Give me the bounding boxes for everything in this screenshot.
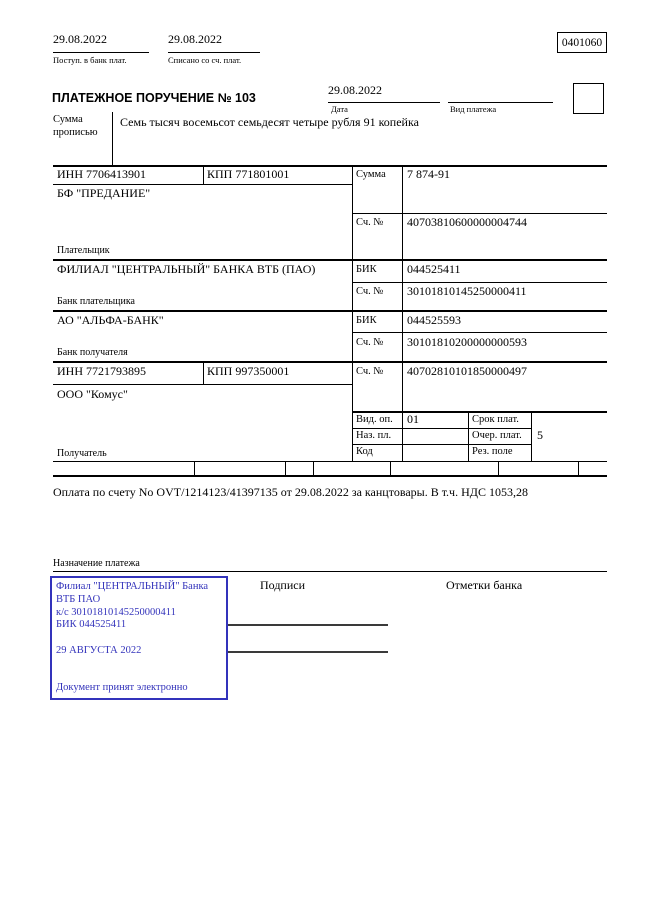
received-date-underline [53, 52, 149, 53]
form-code-box [557, 32, 607, 53]
bottom-cell-divider-5 [498, 461, 499, 476]
signature-line-1 [228, 624, 388, 626]
op-row2-divider [352, 444, 531, 445]
beneficiary-account-label: Сч. № [356, 366, 384, 377]
payer-section-border [53, 259, 607, 261]
term-label-right-divider [531, 411, 532, 461]
due-date-label: Срок плат. [472, 414, 519, 425]
bottom-cell-divider-3 [313, 461, 314, 476]
op-fields-top-border [352, 411, 607, 413]
reserve-field-label: Рез. поле [472, 446, 513, 457]
beneficiary-account: 40702810101850000497 [407, 364, 527, 378]
payer-bank-bik: 044525411 [407, 262, 461, 276]
requisites-table [53, 165, 607, 477]
bank-stamp [50, 576, 228, 700]
beneficiary-kpp: КПП 997350001 [207, 364, 290, 378]
payer-section-label: Плательщик [57, 245, 110, 256]
payer-bank-bik-label: БИК [356, 264, 377, 275]
payment-purpose-text: Оплата по счету No OVT/1214123/41397135 от 29.08.2022 за канцтовары. В т.ч. НДС 1053,28 [53, 485, 528, 499]
amount-in-words-label-line1: Сумма [53, 114, 83, 125]
payer-inn-kpp-divider [203, 165, 204, 184]
bank-marks-label: Отметки банка [446, 578, 523, 592]
bottom-cell-divider-2 [285, 461, 286, 476]
payer-bank-section-label: Банк плательщика [57, 296, 135, 307]
debited-date-underline [168, 52, 260, 53]
bottom-cell-divider-4 [390, 461, 391, 476]
beneficiary-bank-bik-label: БИК [356, 315, 377, 326]
payer-name: БФ "ПРЕДАНИЕ" [57, 186, 151, 200]
op-kind-value: 01 [407, 412, 419, 426]
amount-in-words-label-line2: прописью [53, 127, 98, 138]
beneficiary-section-label: Получатель [57, 448, 107, 459]
beneficiary-inn-kpp-divider [203, 361, 204, 384]
form-code: 0401060 [561, 36, 603, 49]
payment-purpose-code-label: Наз. пл. [356, 430, 392, 441]
bottom-cells-top-divider [53, 461, 607, 462]
table-bottom-border [53, 475, 607, 477]
payer-bank-account: 30101810145250000411 [407, 284, 527, 298]
beneficiary-bank-bik: 044525593 [407, 313, 461, 327]
debited-from-account-date: 29.08.2022 [168, 32, 222, 46]
payer-bank-name: ФИЛИАЛ "ЦЕНТРАЛЬНЫЙ" БАНКА ВТБ (ПАО) [57, 262, 316, 276]
beneficiary-bank-bik-divider [352, 332, 607, 333]
label-column-right-divider [402, 165, 403, 461]
beneficiary-bank-section-label: Банк получателя [57, 347, 128, 358]
label-column-left-divider [352, 165, 353, 461]
stamp-date: 29 АВГУСТА 2022 [56, 645, 142, 657]
payer-account: 40703810600000004744 [407, 215, 527, 229]
payer-bank-section-border [53, 310, 607, 312]
payer-inn-row-divider [53, 184, 352, 185]
beneficiary-inn: ИНН 7721793895 [57, 364, 146, 378]
received-in-bank-date: 29.08.2022 [53, 32, 107, 46]
beneficiary-inn-row-divider [53, 384, 352, 385]
payment-type-underline [448, 102, 553, 103]
payer-account-label: Сч. № [356, 217, 384, 228]
sum-value: 7 874-91 [407, 167, 450, 181]
beneficiary-bank-account: 30101810200000000593 [407, 335, 527, 349]
bottom-cell-divider-6 [578, 461, 579, 476]
received-in-bank-label: Поступ. в банк плат. [53, 55, 127, 65]
sum-account-divider [352, 213, 607, 214]
stamp-corr-account: к/с 30101810145250000411 [56, 606, 176, 618]
payment-type-label: Вид платежа [450, 104, 497, 114]
op-row1-divider [352, 428, 531, 429]
priority-label: Очер. плат. [472, 430, 522, 441]
payment-purpose-section-label: Назначение платежа [53, 558, 140, 569]
stamp-bank-name-line1: Филиал "ЦЕНТРАЛЬНЫЙ" Банка [56, 581, 209, 592]
payer-kpp: КПП 771801001 [207, 167, 290, 181]
priority-value: 5 [537, 428, 543, 442]
document-date: 29.08.2022 [328, 83, 382, 97]
date-label: Дата [331, 104, 348, 114]
stamp-accepted-note: Документ принят электронно [56, 682, 188, 694]
signature-line-2 [228, 651, 388, 653]
op-kind-label: Вид. оп. [356, 414, 393, 425]
beneficiary-bank-name: АО "АЛЬФА-БАНК" [57, 313, 164, 327]
payer-bank-account-label: Сч. № [356, 286, 384, 297]
stamp-bank-name-line2: ВТБ ПАО [56, 593, 101, 605]
amount-in-words: Семь тысяч восемьсот семьдесят четыре рубля 91 копейка [120, 115, 419, 129]
sum-label: Сумма [356, 169, 386, 180]
bottom-cell-divider-1 [194, 461, 195, 476]
signatures-label: Подписи [260, 578, 306, 592]
amount-in-words-divider [112, 112, 113, 165]
beneficiary-bank-section-border [53, 361, 607, 363]
debited-from-account-label: Списано со сч. плат. [168, 55, 242, 65]
document-title: ПЛАТЕЖНОЕ ПОРУЧЕНИЕ № 103 [52, 91, 256, 105]
op-value-right-divider [468, 411, 469, 461]
payer-inn: ИНН 7706413901 [57, 167, 146, 181]
stamp-bik: БИК 044525411 [56, 619, 127, 631]
beneficiary-bank-account-label: Сч. № [356, 337, 384, 348]
purpose-section-underline [53, 571, 607, 572]
code-label: Код [356, 446, 373, 457]
date-underline [328, 102, 440, 103]
beneficiary-name: ООО "Комус" [57, 387, 128, 401]
payment-type-box [573, 83, 604, 114]
payer-bank-bik-divider [352, 282, 607, 283]
